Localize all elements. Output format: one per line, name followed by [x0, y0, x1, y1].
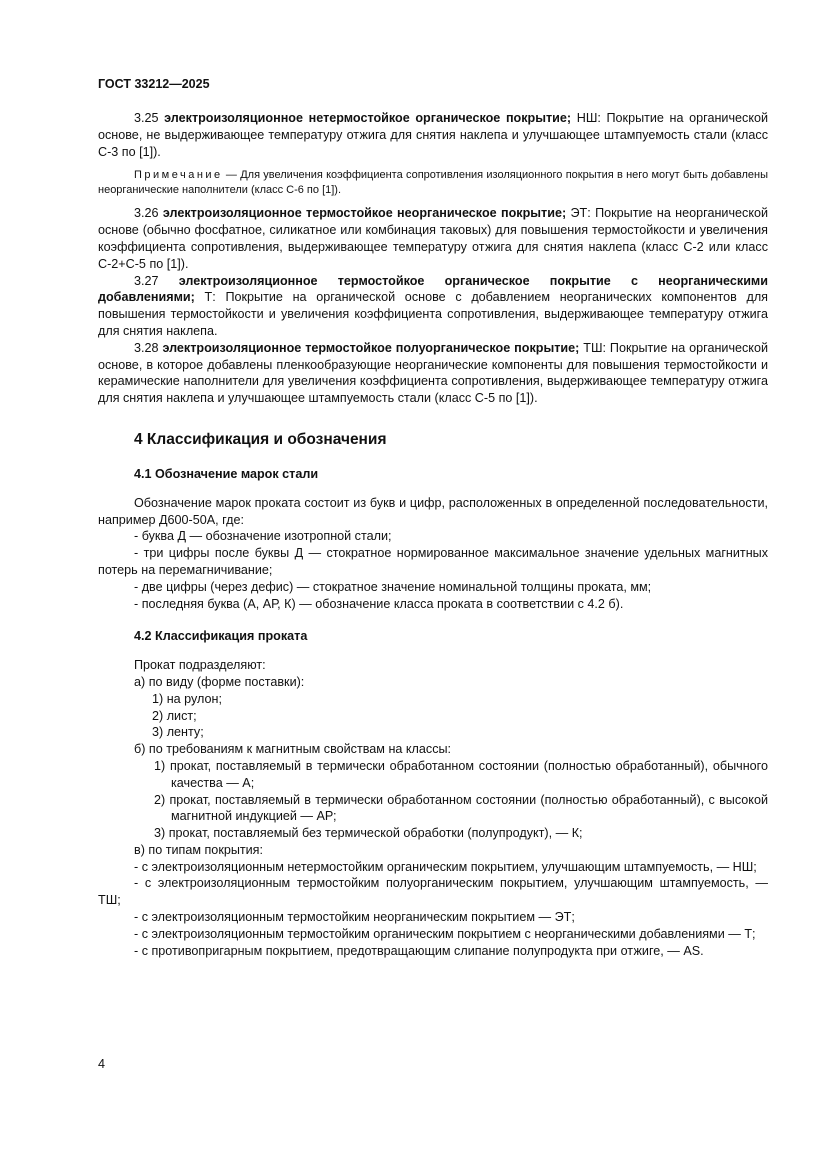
list-item: - с электроизоляционным термостойким полуорганическим покрытием, улучшающим штампуемость, — ТШ; — [98, 876, 768, 908]
list-item: - последняя буква (А, АР, К) — обозначение класса проката в соответствии с 4.2 б). — [134, 596, 624, 611]
term-3-26 — [98, 205, 768, 272]
subsection-title: 4.2 Классификация проката — [134, 629, 308, 644]
term-name: электроизоляционное термостойкое органическое покрытие с неорганическими добавлениями; — [98, 273, 768, 305]
note-label: Примечание — [134, 169, 223, 182]
term-definition: ТШ: Покрытие на органической основе, в которое добавлены пленкообразующие неорганические компоненты для повышения термостойкости и керамические наполнители для увеличения коэффициента сопротивления, выдерживающее температуру отжига для снятия наклепа и улучшающее штампуемость стали (класс С-5 по [1]). — [98, 340, 768, 406]
paragraph: Прокат подразделяют: — [134, 658, 266, 673]
list-item: 1) на рулон; — [152, 691, 222, 706]
paragraph: Обозначение марок проката состоит из букв и цифр, расположенных в определенной последовательности, например Д600-50А, где: — [98, 495, 768, 527]
page-content — [98, 110, 768, 959]
term-number: 3.28 — [134, 340, 159, 355]
list-item: - с противопригарным покрытием, предотвращающим слипание полупродукта при отжиге, — AS. — [134, 943, 704, 958]
note — [98, 168, 768, 197]
term-number: 3.25 — [134, 111, 159, 125]
list-item: 1) прокат, поставляемый в термически обработанном состоянии (полностью обработанный), обычного качества — А; — [154, 758, 768, 790]
list-heading: а) по виду (форме поставки): — [134, 674, 305, 689]
document-header: ГОСТ 33212—2025 — [98, 77, 210, 91]
note-text: — Для увеличения коэффициента сопротивления изоляционного покрытия в него могут быть добавлены неорганические наполнители (класс С-6 по [1]). — [98, 169, 768, 196]
list-heading: в) по типам покрытия: — [134, 842, 263, 857]
term-3-25 — [98, 110, 768, 160]
list-item: 3) прокат, поставляемый без термической обработки (полупродукт), — К; — [154, 826, 583, 841]
term-definition: Т: Покрытие на органической основе с добавлением неорганических компонентов для повышения термостойкости и увеличения коэффициента сопротивления, выдерживающее температуру отжига для снятия наклепа. — [98, 290, 768, 338]
term-name: электроизоляционное нетермостойкое органическое покрытие; — [164, 111, 572, 125]
list-heading: б) по требованиям к магнитным свойствам на классы: — [134, 742, 452, 757]
subsection-title: 4.1 Обозначение марок стали — [134, 466, 319, 481]
term-name: электроизоляционное термостойкое полуорганическое покрытие; — [162, 340, 580, 355]
term-3-27 — [98, 273, 768, 340]
list-item: 2) прокат, поставляемый в термически обработанном состоянии (полностью обработанный), с высокой магнитной индукцией — АР; — [154, 792, 768, 824]
term-number: 3.27 — [134, 273, 159, 288]
term-3-28 — [98, 340, 768, 407]
term-number: 3.26 — [134, 206, 159, 221]
term-definition: НШ: Покрытие на органической основе, не выдерживающее температуру отжига для снятия наклепа и улучшающее штампуемость стали (класс С-3 по [1]). — [98, 111, 769, 159]
list-item: - три цифры после буквы Д — стократное нормированное максимальное значение удельных магнитных потерь на перемагничивание; — [98, 546, 768, 577]
list-item: - с электроизоляционным нетермостойким органическим покрытием, улучшающим штампуемость, — НШ; — [134, 859, 757, 874]
term-name: электроизоляционное термостойкое неорганическое покрытие; — [162, 206, 567, 221]
term-definition: ЭТ: Покрытие на неорганической основе (обычно фосфатное, силикатное или комбинация таковых) для повышения термостойкости и увеличения коэффициента сопротивления, выдерживающее температуру отжига для снятия наклепа (класс С-2 или класс С-2+С-5 по [1]). — [98, 206, 769, 271]
list-item: - с электроизоляционным термостойким органическим покрытием с неорганическими добавлениями — Т; — [134, 926, 756, 941]
list-item: 2) лист; — [152, 708, 197, 723]
list-item: 3) ленту; — [152, 725, 204, 740]
list-item: - буква Д — обозначение изотропной стали; — [134, 529, 392, 544]
page-number: 4 — [98, 1057, 106, 1071]
section-title: 4 Классификация и обозначения — [134, 430, 387, 448]
list-item: - с электроизоляционным термостойким неорганическим покрытием — ЭТ; — [134, 910, 575, 925]
list-item: - две цифры (через дефис) — стократное значение номинальной толщины проката, мм; — [134, 579, 652, 594]
